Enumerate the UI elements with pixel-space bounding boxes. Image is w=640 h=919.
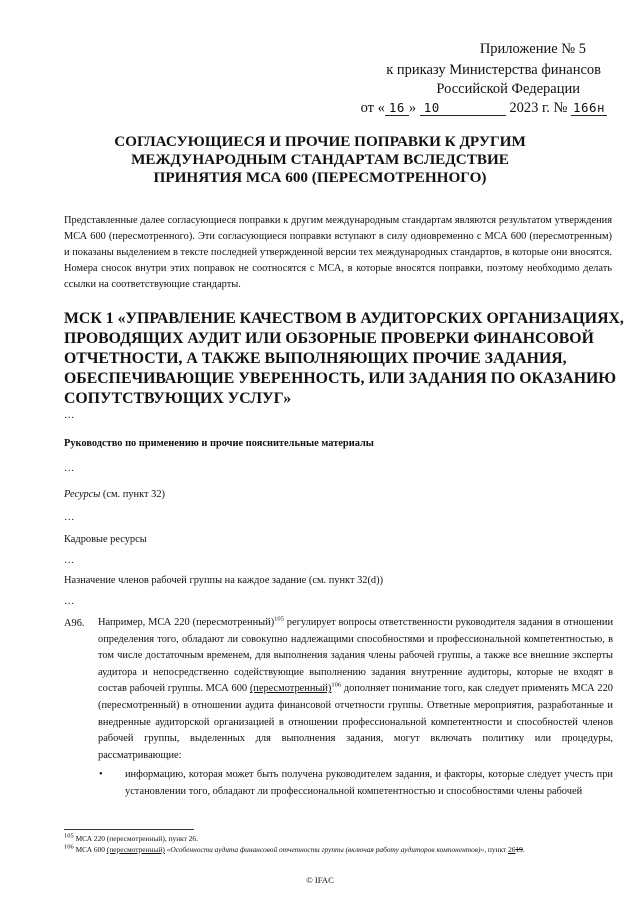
country-ref: Российской Федерации [436, 81, 580, 97]
footnote-106 [64, 845, 525, 855]
footnote-number: 105 [64, 832, 74, 840]
order-ref: к приказу Министерства финансов [386, 62, 601, 78]
footnote-text: МСА 600 [73, 845, 107, 854]
standard-title-line: СОПУТСТВУЮЩИХ УСЛУГ» [64, 390, 292, 407]
ellipsis: … [64, 596, 75, 607]
order-year: 2023 г. № [509, 100, 568, 116]
footnote-text: , пункт [484, 845, 509, 854]
footnote-105 [64, 834, 198, 844]
footnote-ref: 106 [331, 681, 342, 689]
a96-text: дополняет понимание того, как следует применять МСА 220 (пересмотренный) в отношении аудита финансовой отчетности группы. Ответные мероприятия, разработанные и внедренные аудиторской организацией в отношении профессиональной компетентности и способностей членов рабочей группы, выделенных для выполнения задания, могут включать политику или процедуры, рассматривающие: [98, 683, 613, 761]
footnote-number: 106 [64, 843, 74, 851]
standard-title [64, 309, 624, 409]
date-close: » [408, 100, 417, 116]
page-title [70, 133, 570, 187]
footnote-italic: «Особенности аудита финансовой отчетности группы (включая работу аудиторов компонентов)» [164, 845, 485, 854]
a96-underlined: (пересмотренный) [249, 683, 332, 695]
resources-italic: Ресурсы [64, 489, 101, 500]
footnote-underlined: (пересмотренный) [106, 845, 165, 854]
standard-title-line: ПРОВОДЯЩИХ АУДИТ ИЛИ ОБЗОРНЫЕ ПРОВЕРКИ ФИНАНСОВОЙ [64, 330, 594, 347]
title-line: СОГЛАСУЮЩИЕСЯ И ПРОЧИЕ ПОПРАВКИ К ДРУГИМ [114, 133, 526, 150]
title-line: ПРИНЯТИЯ МСА 600 (ПЕРЕСМОТРЕННОГО) [153, 169, 487, 186]
title-line: МЕЖДУНАРОДНЫМ СТАНДАРТАМ ВСЛЕДСТВИЕ [131, 151, 509, 168]
ellipsis: … [64, 512, 75, 523]
paragraph-a96 [98, 615, 613, 764]
ellipsis: … [64, 410, 75, 421]
resources-ref: (см. пункт 32) [100, 489, 165, 500]
ellipsis: … [64, 555, 75, 566]
footnote-divider [64, 829, 194, 830]
standard-title-line: МСК 1 «УПРАВЛЕНИЕ КАЧЕСТВОМ В АУДИТОРСКИХ ОРГАНИЗАЦИЯХ, [64, 310, 624, 327]
order-date-line [361, 99, 607, 118]
footnote-old-number: 19 [515, 845, 523, 854]
footnote-ref: 105 [274, 615, 284, 623]
assignment-heading: Назначение членов рабочей группы на каждое задание (см. пункт 32(d)) [64, 575, 384, 586]
footnote-new-number: 26 [508, 845, 516, 854]
page-footer: © IFAC [306, 875, 334, 885]
order-month: 10 [420, 101, 506, 116]
date-prefix: от « [360, 100, 385, 116]
bullet-item: информацию, которая может быть получена руководителем задания, и факторы, которые следует учесть при установлении того, обладают ли профессиональной компетентностью и способностями члены рабочей [125, 769, 613, 797]
order-number: 166н [572, 100, 606, 115]
section-heading: Руководство по применению и прочие пояснительные материалы [64, 438, 374, 449]
paragraph-label: A96. [64, 618, 85, 629]
hr-resources-heading: Кадровые ресурсы [64, 534, 147, 545]
a96-text: регулирует вопросы ответственности руководителя задания в отношении определения того, обладают ли совокупно надлежащими способностями и профессиональной компетентностью, в том числе достаточным временем, для выполнения задания члены рабочей группы, а также все внешние эксперты аудитора и непосредственно содействующие выполнению задания внутренние аудиторы, которые не входят в состав рабочей группы. МСА 600 [98, 617, 614, 695]
footnote-text: МСА 220 (пересмотренный), пункт 26. [73, 834, 198, 843]
intro-paragraph: Представленные далее согласующиеся поправки к другим международным стандартам являются результатом утверждения МСА 600 (пересмотренного). Эти согласующиеся поправки вступают в силу одновременно с МСА 600 (пересмотренным) и показаны выделением в тексте последней утвержденной версии тех международных стандартов, в которые они вносятся. Номера сносок внутри этих поправок не соотносятся с МСА, в которые вносятся поправки, поэтому необходимо делать ссылки на соответствующие стандарты. [64, 215, 612, 290]
ellipsis: … [64, 463, 75, 474]
resources-heading [64, 488, 165, 502]
bullet-symbol: • [99, 769, 103, 780]
standard-title-line: ОТЧЕТНОСТИ, А ТАКЖЕ ВЫПОЛНЯЮЩИХ ПРОЧИЕ ЗАДАНИЯ, [64, 350, 567, 367]
appendix-number: Приложение № 5 [479, 41, 586, 57]
footnote-text: . [522, 845, 525, 854]
order-day: 16 [385, 101, 409, 116]
a96-text: Например, МСА 220 (пересмотренный) [98, 617, 275, 628]
standard-title-line: ОБЕСПЕЧИВАЮЩИЕ УВЕРЕННОСТЬ, ИЛИ ЗАДАНИЯ ПО ОКАЗАНИЮ [64, 370, 617, 387]
